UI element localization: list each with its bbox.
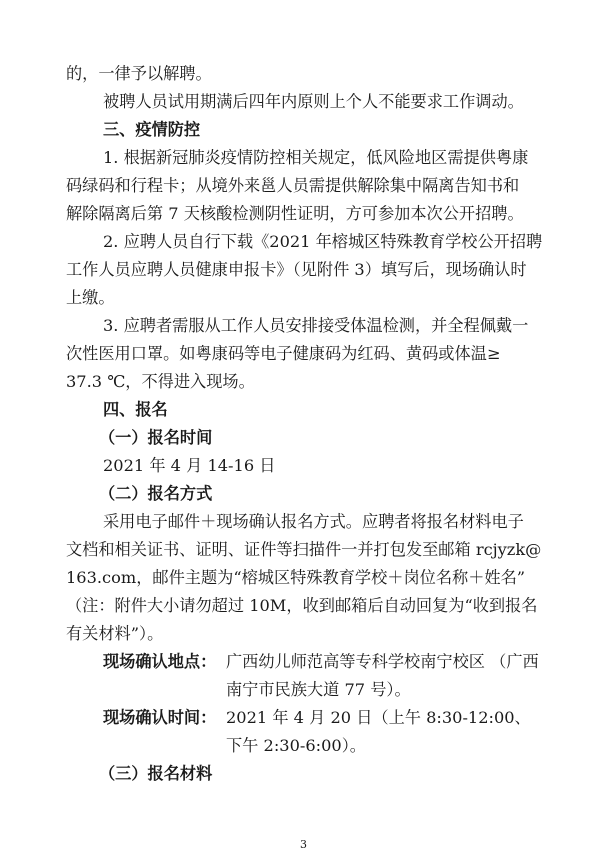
text-line: 2021 年 4 月 14-16 日	[103, 456, 276, 475]
confirm-time-value: 2021 年 4 月 20 日（上午 8:30-12:00、	[226, 708, 531, 727]
text-line: 次性医用口罩。如粤康码等电子健康码为红码、黄码或体温≥	[66, 344, 501, 363]
confirm-time-label: 现场确认时间：	[103, 708, 217, 727]
section-heading: 三、疫情防控	[103, 120, 201, 139]
text-line: 的，一律予以解聘。	[66, 64, 212, 83]
text-line: 3. 应聘者需服从工作人员安排接受体温检测，并全程佩戴一	[103, 316, 529, 335]
subsection-heading: （三）报名材料	[99, 764, 213, 783]
text-line: 工作人员应聘人员健康申报卡》（见附件 3）填写后，现场确认时	[66, 260, 527, 279]
text-line: 被聘人员试用期满后四年内原则上个人不能要求工作调动。	[103, 92, 524, 111]
confirm-time-value: 下午 2:30-6:00）。	[226, 736, 366, 755]
subsection-heading: （二）报名方式	[99, 484, 213, 503]
page-number: 3	[300, 838, 307, 851]
text-line: 1. 根据新冠肺炎疫情防控相关规定，低风险地区需提供粤康	[103, 148, 529, 167]
text-line: 163.com，邮件主题为“榕城区特殊教育学校＋岗位名称＋姓名”	[66, 568, 526, 587]
text-line: 上缴。	[66, 288, 115, 307]
text-line: 采用电子邮件＋现场确认报名方式。应聘者将报名材料电子	[103, 512, 524, 531]
subsection-heading: （一）报名时间	[99, 428, 213, 447]
text-line: （注：附件大小请勿超过 10M，收到邮箱后自动回复为“收到报名	[66, 596, 538, 615]
text-line: 文档和相关证书、证明、证件等扫描件一并打包发至邮箱 rcjyzk@	[66, 540, 542, 559]
text-line: 2. 应聘人员自行下载《2021 年榕城区特殊教育学校公开招聘	[103, 232, 543, 251]
confirm-location-label: 现场确认地点：	[103, 652, 217, 671]
text-line: 有关材料”）。	[66, 624, 164, 643]
text-line: 37.3 ℃，不得进入现场。	[66, 372, 255, 391]
text-line: 码绿码和行程卡；从境外来邕人员需提供解除集中隔离告知书和	[66, 176, 520, 195]
section-heading: 四、报名	[103, 400, 168, 419]
confirm-location-value: 南宁市民族大道 77 号）。	[226, 680, 411, 699]
text-line: 解除隔离后第 7 天核酸检测阴性证明，方可参加本次公开招聘。	[66, 204, 524, 223]
confirm-location-value: 广西幼儿师范高等专科学校南宁校区 （广西	[226, 652, 539, 671]
